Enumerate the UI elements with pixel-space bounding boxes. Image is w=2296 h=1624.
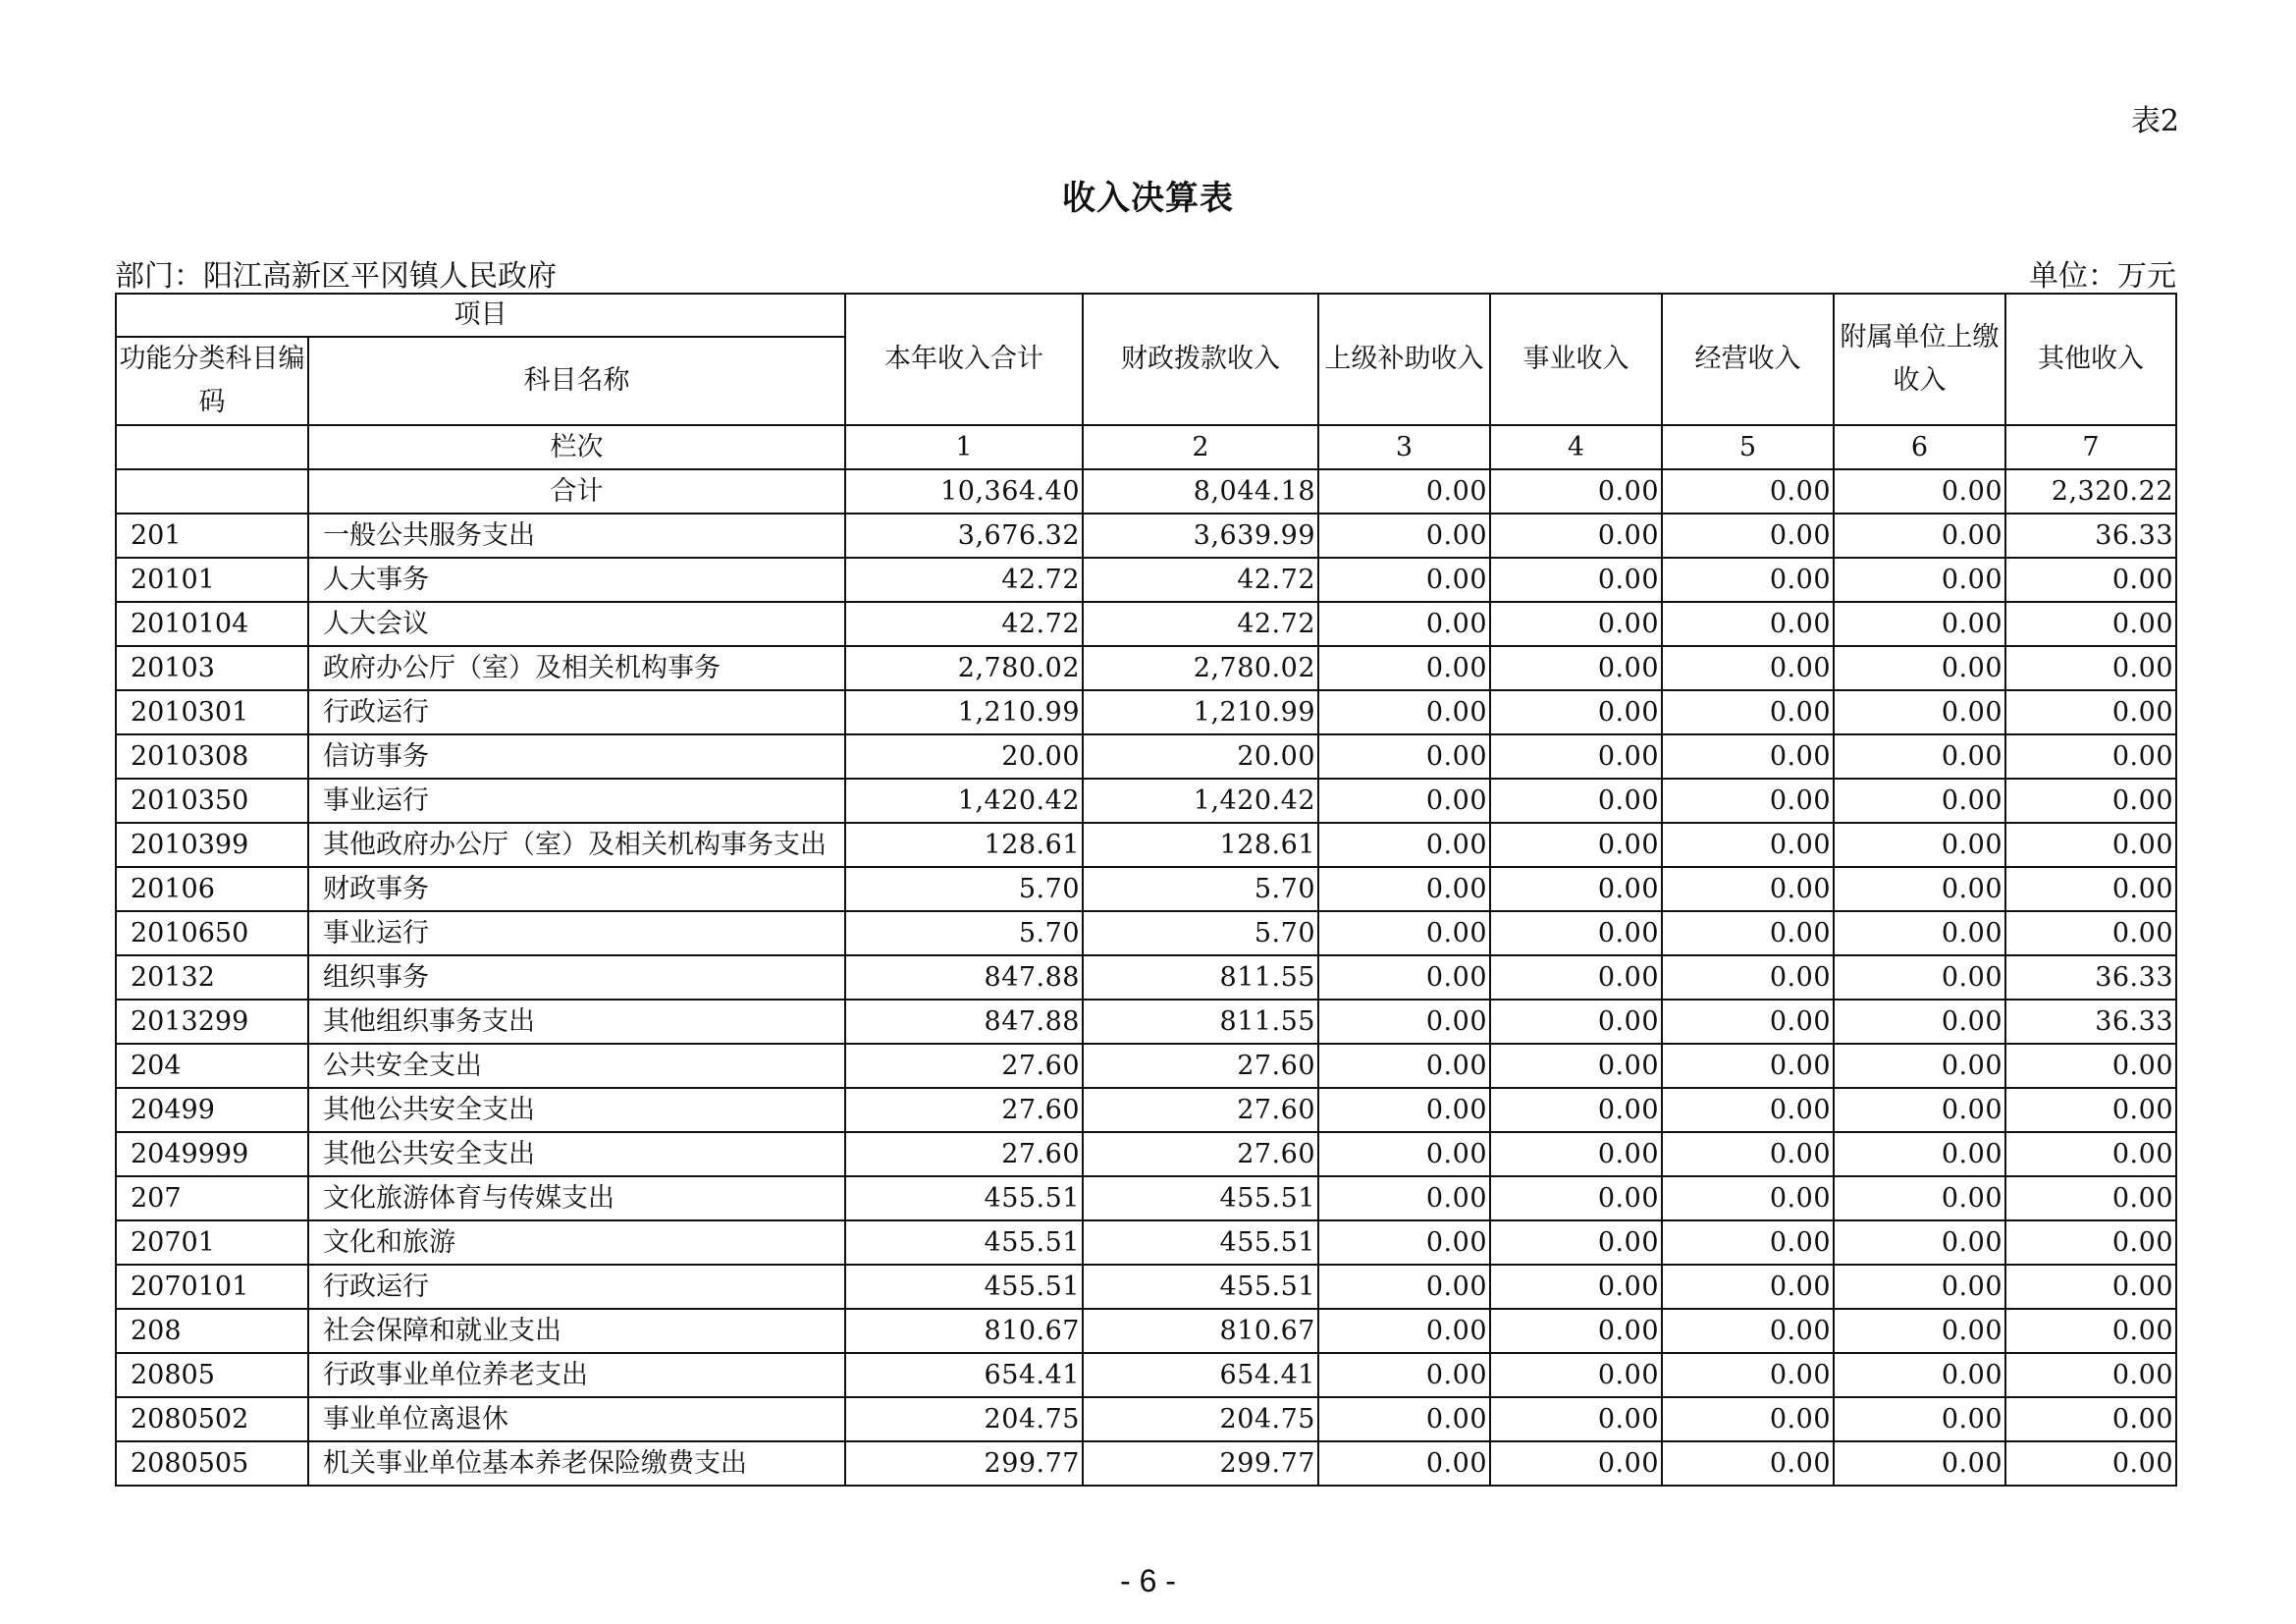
value-col-1: 847.88 xyxy=(845,1000,1083,1044)
subject-name: 人大事务 xyxy=(308,558,845,602)
value-col-6: 0.00 xyxy=(1834,1088,2005,1132)
value-col-5: 0.00 xyxy=(1662,646,1834,690)
subject-name: 人大会议 xyxy=(308,602,845,646)
table-row xyxy=(116,1309,2176,1353)
value-col-3: 0.00 xyxy=(1318,1132,1490,1176)
value-col-5: 0.00 xyxy=(1662,602,1834,646)
subject-code: 20499 xyxy=(116,1088,308,1132)
index-label: 栏次 xyxy=(308,425,845,469)
value-col-1: 654.41 xyxy=(845,1353,1083,1397)
value-col-4: 0.00 xyxy=(1490,823,1662,867)
table-row xyxy=(116,646,2176,690)
subject-name: 社会保障和就业支出 xyxy=(308,1309,845,1353)
subject-code: 2070101 xyxy=(116,1265,308,1309)
value-col-7: 0.00 xyxy=(2005,690,2176,734)
table-row xyxy=(116,1353,2176,1397)
value-col-3: 0.00 xyxy=(1318,646,1490,690)
value-col-3: 0.00 xyxy=(1318,558,1490,602)
value-col-6: 0.00 xyxy=(1834,558,2005,602)
value-col-3: 0.00 xyxy=(1318,602,1490,646)
value-col-1: 27.60 xyxy=(845,1088,1083,1132)
index-5: 5 xyxy=(1662,425,1834,469)
value-col-6: 0.00 xyxy=(1834,867,2005,911)
table-row xyxy=(116,955,2176,1000)
subject-code: 2080505 xyxy=(116,1441,308,1486)
subject-name: 其他公共安全支出 xyxy=(308,1088,845,1132)
value-col-4: 0.00 xyxy=(1490,1176,1662,1220)
subject-name: 行政运行 xyxy=(308,1265,845,1309)
table-row xyxy=(116,1441,2176,1486)
value-col-1: 42.72 xyxy=(845,558,1083,602)
value-col-6: 0.00 xyxy=(1834,1000,2005,1044)
value-col-4: 0.00 xyxy=(1490,1441,1662,1486)
value-col-2: 20.00 xyxy=(1083,734,1318,779)
total-value-5: 0.00 xyxy=(1662,469,1834,514)
value-col-5: 0.00 xyxy=(1662,955,1834,1000)
value-col-1: 1,210.99 xyxy=(845,690,1083,734)
value-col-5: 0.00 xyxy=(1662,1132,1834,1176)
value-col-2: 811.55 xyxy=(1083,1000,1318,1044)
value-col-2: 654.41 xyxy=(1083,1353,1318,1397)
value-col-7: 0.00 xyxy=(2005,1397,2176,1441)
table-row xyxy=(116,1176,2176,1220)
value-col-2: 128.61 xyxy=(1083,823,1318,867)
table-row xyxy=(116,1088,2176,1132)
total-value-1: 10,364.40 xyxy=(845,469,1083,514)
value-col-3: 0.00 xyxy=(1318,911,1490,955)
value-col-7: 0.00 xyxy=(2005,646,2176,690)
value-col-1: 27.60 xyxy=(845,1132,1083,1176)
subject-code: 207 xyxy=(116,1176,308,1220)
table-row xyxy=(116,602,2176,646)
subject-name: 文化旅游体育与传媒支出 xyxy=(308,1176,845,1220)
value-col-3: 0.00 xyxy=(1318,1265,1490,1309)
value-col-6: 0.00 xyxy=(1834,1044,2005,1088)
subject-code: 2010301 xyxy=(116,690,308,734)
value-col-7: 0.00 xyxy=(2005,1044,2176,1088)
value-col-3: 0.00 xyxy=(1318,514,1490,558)
table-number: 表2 xyxy=(2130,104,2179,138)
value-col-4: 0.00 xyxy=(1490,514,1662,558)
value-col-6: 0.00 xyxy=(1834,734,2005,779)
value-col-1: 27.60 xyxy=(845,1044,1083,1088)
subject-name: 其他组织事务支出 xyxy=(308,1000,845,1044)
subject-name: 行政运行 xyxy=(308,690,845,734)
value-col-7: 0.00 xyxy=(2005,1265,2176,1309)
value-col-3: 0.00 xyxy=(1318,779,1490,823)
value-col-3: 0.00 xyxy=(1318,690,1490,734)
value-col-6: 0.00 xyxy=(1834,911,2005,955)
value-col-7: 0.00 xyxy=(2005,823,2176,867)
value-col-4: 0.00 xyxy=(1490,646,1662,690)
value-col-5: 0.00 xyxy=(1662,1353,1834,1397)
value-col-6: 0.00 xyxy=(1834,1265,2005,1309)
value-col-1: 455.51 xyxy=(845,1265,1083,1309)
total-value-6: 0.00 xyxy=(1834,469,2005,514)
index-2: 2 xyxy=(1083,425,1318,469)
value-col-3: 0.00 xyxy=(1318,1044,1490,1088)
value-col-2: 5.70 xyxy=(1083,911,1318,955)
subject-name: 组织事务 xyxy=(308,955,845,1000)
value-col-4: 0.00 xyxy=(1490,1353,1662,1397)
subject-name: 其他公共安全支出 xyxy=(308,1132,845,1176)
table-row xyxy=(116,1044,2176,1088)
subject-code: 2080502 xyxy=(116,1397,308,1441)
subject-name: 其他政府办公厅（室）及相关机构事务支出 xyxy=(308,823,845,867)
value-col-4: 0.00 xyxy=(1490,1397,1662,1441)
value-col-7: 0.00 xyxy=(2005,1220,2176,1265)
value-col-4: 0.00 xyxy=(1490,734,1662,779)
value-col-4: 0.00 xyxy=(1490,1309,1662,1353)
value-col-5: 0.00 xyxy=(1662,1176,1834,1220)
total-value-2: 8,044.18 xyxy=(1083,469,1318,514)
value-col-5: 0.00 xyxy=(1662,690,1834,734)
value-col-1: 299.77 xyxy=(845,1441,1083,1486)
value-col-6: 0.00 xyxy=(1834,779,2005,823)
table-row xyxy=(116,911,2176,955)
value-col-1: 5.70 xyxy=(845,911,1083,955)
value-col-4: 0.00 xyxy=(1490,1044,1662,1088)
value-col-3: 0.00 xyxy=(1318,867,1490,911)
value-col-2: 3,639.99 xyxy=(1083,514,1318,558)
subject-code: 20106 xyxy=(116,867,308,911)
value-col-4: 0.00 xyxy=(1490,1088,1662,1132)
value-col-7: 0.00 xyxy=(2005,602,2176,646)
value-col-3: 0.00 xyxy=(1318,1309,1490,1353)
subject-name: 事业运行 xyxy=(308,779,845,823)
value-col-5: 0.00 xyxy=(1662,1220,1834,1265)
value-col-5: 0.00 xyxy=(1662,514,1834,558)
header-code: 功能分类科目编码 xyxy=(116,337,308,425)
value-col-4: 0.00 xyxy=(1490,955,1662,1000)
value-col-2: 455.51 xyxy=(1083,1265,1318,1309)
subject-code: 2010104 xyxy=(116,602,308,646)
value-col-7: 0.00 xyxy=(2005,867,2176,911)
value-col-1: 455.51 xyxy=(845,1220,1083,1265)
value-col-5: 0.00 xyxy=(1662,867,1834,911)
table-row xyxy=(116,558,2176,602)
value-col-1: 5.70 xyxy=(845,867,1083,911)
total-value-4: 0.00 xyxy=(1490,469,1662,514)
subject-code: 2010350 xyxy=(116,779,308,823)
subject-name: 文化和旅游 xyxy=(308,1220,845,1265)
page-number: - 6 - xyxy=(1120,1563,1176,1598)
subject-code: 20701 xyxy=(116,1220,308,1265)
subject-code: 2010308 xyxy=(116,734,308,779)
value-col-2: 42.72 xyxy=(1083,602,1318,646)
value-col-6: 0.00 xyxy=(1834,823,2005,867)
value-col-3: 0.00 xyxy=(1318,1000,1490,1044)
subject-code: 2013299 xyxy=(116,1000,308,1044)
value-col-1: 3,676.32 xyxy=(845,514,1083,558)
value-col-3: 0.00 xyxy=(1318,1397,1490,1441)
subject-code: 208 xyxy=(116,1309,308,1353)
value-col-2: 811.55 xyxy=(1083,955,1318,1000)
value-col-7: 0.00 xyxy=(2005,1441,2176,1486)
value-col-3: 0.00 xyxy=(1318,1088,1490,1132)
header-col-7: 其他收入 xyxy=(2005,294,2176,425)
value-col-3: 0.00 xyxy=(1318,1176,1490,1220)
value-col-2: 27.60 xyxy=(1083,1044,1318,1088)
value-col-6: 0.00 xyxy=(1834,1353,2005,1397)
header-col-2: 财政拨款收入 xyxy=(1083,294,1318,425)
value-col-1: 847.88 xyxy=(845,955,1083,1000)
value-col-6: 0.00 xyxy=(1834,1309,2005,1353)
value-col-4: 0.00 xyxy=(1490,779,1662,823)
index-row xyxy=(116,425,2176,469)
value-col-6: 0.00 xyxy=(1834,514,2005,558)
value-col-7: 36.33 xyxy=(2005,1000,2176,1044)
subject-name: 一般公共服务支出 xyxy=(308,514,845,558)
header-name: 科目名称 xyxy=(308,337,845,425)
subject-code: 201 xyxy=(116,514,308,558)
value-col-5: 0.00 xyxy=(1662,1309,1834,1353)
value-col-2: 27.60 xyxy=(1083,1132,1318,1176)
value-col-7: 0.00 xyxy=(2005,911,2176,955)
value-col-6: 0.00 xyxy=(1834,690,2005,734)
subject-code: 20805 xyxy=(116,1353,308,1397)
value-col-1: 2,780.02 xyxy=(845,646,1083,690)
subject-code: 2010399 xyxy=(116,823,308,867)
header-col-5: 经营收入 xyxy=(1662,294,1834,425)
value-col-3: 0.00 xyxy=(1318,734,1490,779)
value-col-5: 0.00 xyxy=(1662,1000,1834,1044)
value-col-3: 0.00 xyxy=(1318,1220,1490,1265)
value-col-6: 0.00 xyxy=(1834,1441,2005,1486)
value-col-7: 36.33 xyxy=(2005,514,2176,558)
value-col-4: 0.00 xyxy=(1490,1000,1662,1044)
value-col-3: 0.00 xyxy=(1318,955,1490,1000)
index-6: 6 xyxy=(1834,425,2005,469)
value-col-6: 0.00 xyxy=(1834,1176,2005,1220)
value-col-2: 1,210.99 xyxy=(1083,690,1318,734)
table-row xyxy=(116,1132,2176,1176)
value-col-3: 0.00 xyxy=(1318,1441,1490,1486)
value-col-3: 0.00 xyxy=(1318,1353,1490,1397)
value-col-7: 36.33 xyxy=(2005,955,2176,1000)
subject-name: 财政事务 xyxy=(308,867,845,911)
value-col-7: 0.00 xyxy=(2005,1132,2176,1176)
subject-name: 公共安全支出 xyxy=(308,1044,845,1088)
value-col-1: 20.00 xyxy=(845,734,1083,779)
value-col-4: 0.00 xyxy=(1490,690,1662,734)
value-col-1: 42.72 xyxy=(845,602,1083,646)
table-row xyxy=(116,690,2176,734)
subject-code: 2049999 xyxy=(116,1132,308,1176)
value-col-6: 0.00 xyxy=(1834,602,2005,646)
value-col-1: 204.75 xyxy=(845,1397,1083,1441)
value-col-4: 0.00 xyxy=(1490,602,1662,646)
value-col-7: 0.00 xyxy=(2005,1088,2176,1132)
subject-name: 政府办公厅（室）及相关机构事务 xyxy=(308,646,845,690)
value-col-6: 0.00 xyxy=(1834,1397,2005,1441)
value-col-7: 0.00 xyxy=(2005,1309,2176,1353)
page-title: 收入决算表 xyxy=(1062,179,1234,218)
value-col-2: 27.60 xyxy=(1083,1088,1318,1132)
subject-code: 2010650 xyxy=(116,911,308,955)
value-col-4: 0.00 xyxy=(1490,558,1662,602)
table-row xyxy=(116,1265,2176,1309)
value-col-4: 0.00 xyxy=(1490,1220,1662,1265)
header-project: 项目 xyxy=(116,294,845,337)
department-label: 部门：阳江高新区平冈镇人民政府 xyxy=(115,259,557,294)
total-code-cell xyxy=(116,469,308,514)
value-col-6: 0.00 xyxy=(1834,1220,2005,1265)
value-col-4: 0.00 xyxy=(1490,911,1662,955)
value-col-1: 455.51 xyxy=(845,1176,1083,1220)
value-col-6: 0.00 xyxy=(1834,646,2005,690)
table-row xyxy=(116,823,2176,867)
value-col-2: 455.51 xyxy=(1083,1220,1318,1265)
unit-label: 单位：万元 xyxy=(2029,259,2176,294)
header-col-4: 事业收入 xyxy=(1490,294,1662,425)
subject-name: 事业运行 xyxy=(308,911,845,955)
subject-code: 20101 xyxy=(116,558,308,602)
value-col-3: 0.00 xyxy=(1318,823,1490,867)
table-row xyxy=(116,1000,2176,1044)
table-row xyxy=(116,1220,2176,1265)
value-col-2: 204.75 xyxy=(1083,1397,1318,1441)
index-1: 1 xyxy=(845,425,1083,469)
value-col-5: 0.00 xyxy=(1662,1088,1834,1132)
value-col-5: 0.00 xyxy=(1662,823,1834,867)
total-label: 合计 xyxy=(308,469,845,514)
value-col-7: 0.00 xyxy=(2005,734,2176,779)
value-col-1: 128.61 xyxy=(845,823,1083,867)
value-col-5: 0.00 xyxy=(1662,1441,1834,1486)
value-col-5: 0.00 xyxy=(1662,779,1834,823)
income-final-accounts-table xyxy=(115,293,2177,1487)
table-row xyxy=(116,867,2176,911)
index-7: 7 xyxy=(2005,425,2176,469)
total-row xyxy=(116,469,2176,514)
table-row xyxy=(116,779,2176,823)
index-3: 3 xyxy=(1318,425,1490,469)
value-col-2: 810.67 xyxy=(1083,1309,1318,1353)
value-col-4: 0.00 xyxy=(1490,1132,1662,1176)
value-col-4: 0.00 xyxy=(1490,1265,1662,1309)
table-row xyxy=(116,734,2176,779)
header-row-project xyxy=(116,294,2176,337)
subject-name: 信访事务 xyxy=(308,734,845,779)
value-col-5: 0.00 xyxy=(1662,558,1834,602)
index-4: 4 xyxy=(1490,425,1662,469)
value-col-7: 0.00 xyxy=(2005,1176,2176,1220)
subject-name: 行政事业单位养老支出 xyxy=(308,1353,845,1397)
header-col-3: 上级补助收入 xyxy=(1318,294,1490,425)
value-col-7: 0.00 xyxy=(2005,779,2176,823)
value-col-2: 299.77 xyxy=(1083,1441,1318,1486)
header-col-1: 本年收入合计 xyxy=(845,294,1083,425)
value-col-5: 0.00 xyxy=(1662,1044,1834,1088)
value-col-2: 5.70 xyxy=(1083,867,1318,911)
value-col-7: 0.00 xyxy=(2005,558,2176,602)
subject-code: 204 xyxy=(116,1044,308,1088)
value-col-2: 2,780.02 xyxy=(1083,646,1318,690)
total-value-3: 0.00 xyxy=(1318,469,1490,514)
value-col-5: 0.00 xyxy=(1662,1265,1834,1309)
value-col-2: 1,420.42 xyxy=(1083,779,1318,823)
total-value-7: 2,320.22 xyxy=(2005,469,2176,514)
value-col-7: 0.00 xyxy=(2005,1353,2176,1397)
value-col-4: 0.00 xyxy=(1490,867,1662,911)
value-col-1: 810.67 xyxy=(845,1309,1083,1353)
subject-code: 20103 xyxy=(116,646,308,690)
value-col-1: 1,420.42 xyxy=(845,779,1083,823)
value-col-6: 0.00 xyxy=(1834,1132,2005,1176)
subject-name: 事业单位离退休 xyxy=(308,1397,845,1441)
header-col-6: 附属单位上缴收入 xyxy=(1834,294,2005,425)
index-code-cell xyxy=(116,425,308,469)
value-col-5: 0.00 xyxy=(1662,1397,1834,1441)
value-col-6: 0.00 xyxy=(1834,955,2005,1000)
subject-code: 20132 xyxy=(116,955,308,1000)
value-col-5: 0.00 xyxy=(1662,911,1834,955)
subject-name: 机关事业单位基本养老保险缴费支出 xyxy=(308,1441,845,1486)
table-row xyxy=(116,1397,2176,1441)
table-row xyxy=(116,514,2176,558)
value-col-2: 455.51 xyxy=(1083,1176,1318,1220)
value-col-2: 42.72 xyxy=(1083,558,1318,602)
value-col-5: 0.00 xyxy=(1662,734,1834,779)
